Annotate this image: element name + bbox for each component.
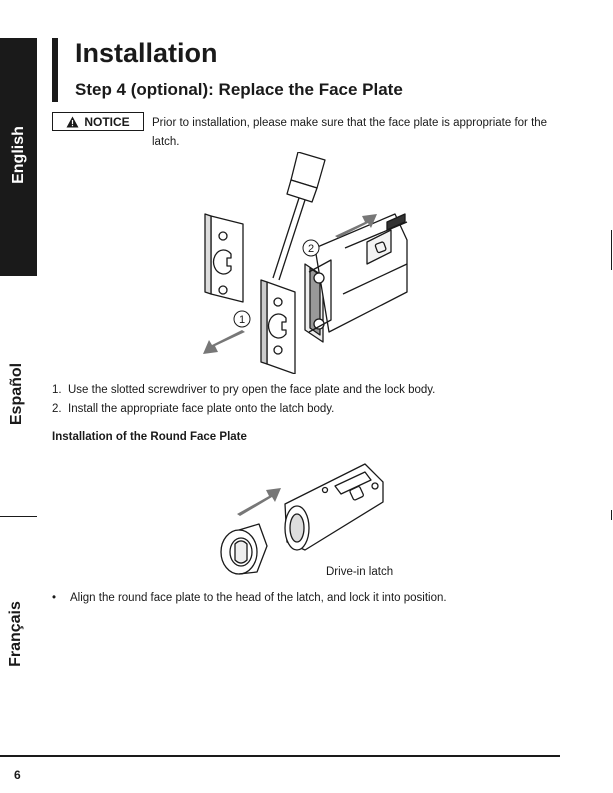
arrow-push-plate [237, 488, 281, 516]
bullet-text: Align the round face plate to the head of the latch, and lock it into position. [70, 592, 447, 604]
drive-in-latch [285, 464, 383, 550]
notice-text: Prior to installation, please make sure that the face plate is appropriate for the latch. [152, 117, 548, 148]
step-list [52, 381, 435, 419]
list-item: 1. Use the slotted screwdriver to pry open the face plate and the lock body. [52, 384, 436, 396]
rail-divider [0, 516, 37, 517]
right-edge-mark [611, 230, 612, 270]
round-face-plate-illustration [215, 458, 390, 578]
notice-label: NOTICE [84, 114, 130, 129]
list-item: 2. Install the appropriate face plate onto the latch body. [52, 403, 335, 415]
arrow-plate-out [203, 330, 245, 354]
footer-rule [0, 755, 560, 757]
svg-text:1: 1 [238, 314, 246, 326]
detached-face-plate [205, 214, 243, 302]
bullet-symbol: • [52, 592, 57, 604]
language-tab-english: English [10, 126, 27, 184]
language-tab-espanol: Español [8, 362, 25, 426]
svg-text:2: 2 [307, 243, 315, 255]
figure-caption: Drive-in latch [326, 566, 394, 578]
page-title: Installation [75, 38, 218, 68]
list-item [52, 592, 447, 604]
face-plate-being-removed [261, 280, 295, 374]
callout-1 [234, 311, 250, 327]
page-subtitle: Step 4 (optional): Replace the Face Plate [75, 80, 403, 99]
warning-triangle-icon [66, 116, 79, 128]
section-heading: Installation of the Round Face Plate [52, 431, 247, 443]
language-tab-francais: Français [7, 601, 24, 667]
notice-badge [52, 112, 144, 131]
right-edge-mark [611, 510, 612, 520]
latch-body [305, 214, 407, 342]
round-face-plate [221, 524, 267, 574]
face-plate-removal-illustration [195, 152, 425, 374]
title-accent-bar [52, 38, 58, 102]
page-number: 6 [14, 768, 21, 782]
callout-2 [303, 240, 319, 256]
